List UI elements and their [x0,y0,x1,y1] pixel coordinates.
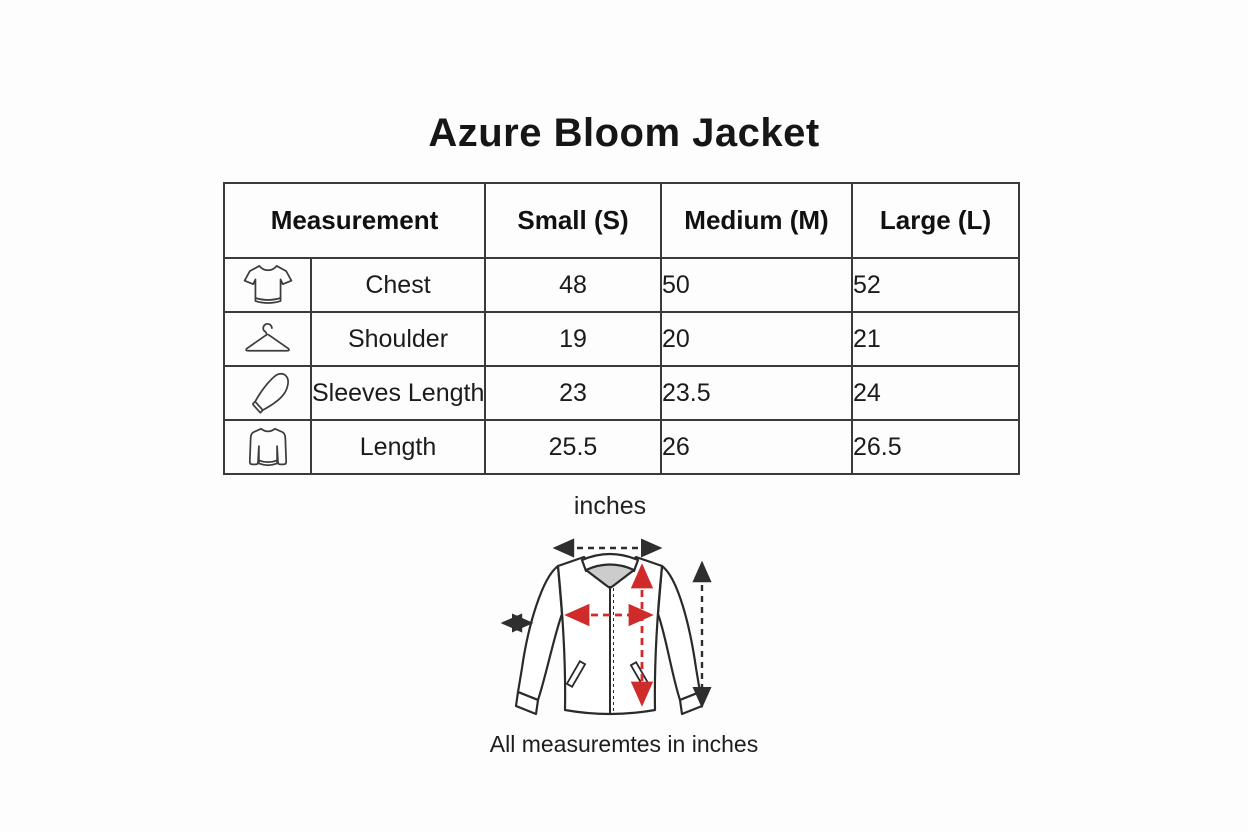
longsleeve-icon [242,424,294,470]
header-medium: Medium (M) [661,183,852,258]
value-length-small: 25.5 [485,420,661,474]
value-sleeves-medium: 23.5 [661,366,852,420]
length-icon-cell [224,420,311,474]
footnote: All measuremtes in inches [489,731,759,757]
value-shoulder-large: 21 [852,312,1019,366]
sleeves-icon-cell [224,366,311,420]
table-row-shoulder [224,312,1019,366]
value-sleeves-small: 23 [485,366,661,420]
measurement-name: Shoulder [311,312,485,366]
table-row-chest [224,258,1019,312]
header-small: Small (S) [485,183,661,258]
units-label: inches [573,492,647,520]
header-row [224,183,1019,258]
value-chest-medium: 50 [661,258,852,312]
chest-icon-cell [224,258,311,312]
measurement-name: Chest [311,258,485,312]
value-chest-large: 52 [852,258,1019,312]
table-row-sleeves [224,366,1019,420]
measurement-name: Sleeves Length [311,366,485,420]
value-length-medium: 26 [661,420,852,474]
header-large: Large (L) [852,183,1019,258]
sleeve-icon [242,369,294,417]
value-chest-small: 48 [485,258,661,312]
jacket-measurement-diagram [470,526,770,738]
table-row-length [224,420,1019,474]
shoulder-icon-cell [224,312,311,366]
page-title: Azure Bloom Jacket [428,110,820,155]
size-table [223,182,1020,475]
measurement-name: Length [311,420,485,474]
header-measurement: Measurement [224,183,485,258]
hanger-icon [242,319,294,359]
value-sleeves-large: 24 [852,366,1019,420]
value-length-large: 26.5 [852,420,1019,474]
value-shoulder-medium: 20 [661,312,852,366]
tshirt-icon [242,262,294,308]
value-shoulder-small: 19 [485,312,661,366]
